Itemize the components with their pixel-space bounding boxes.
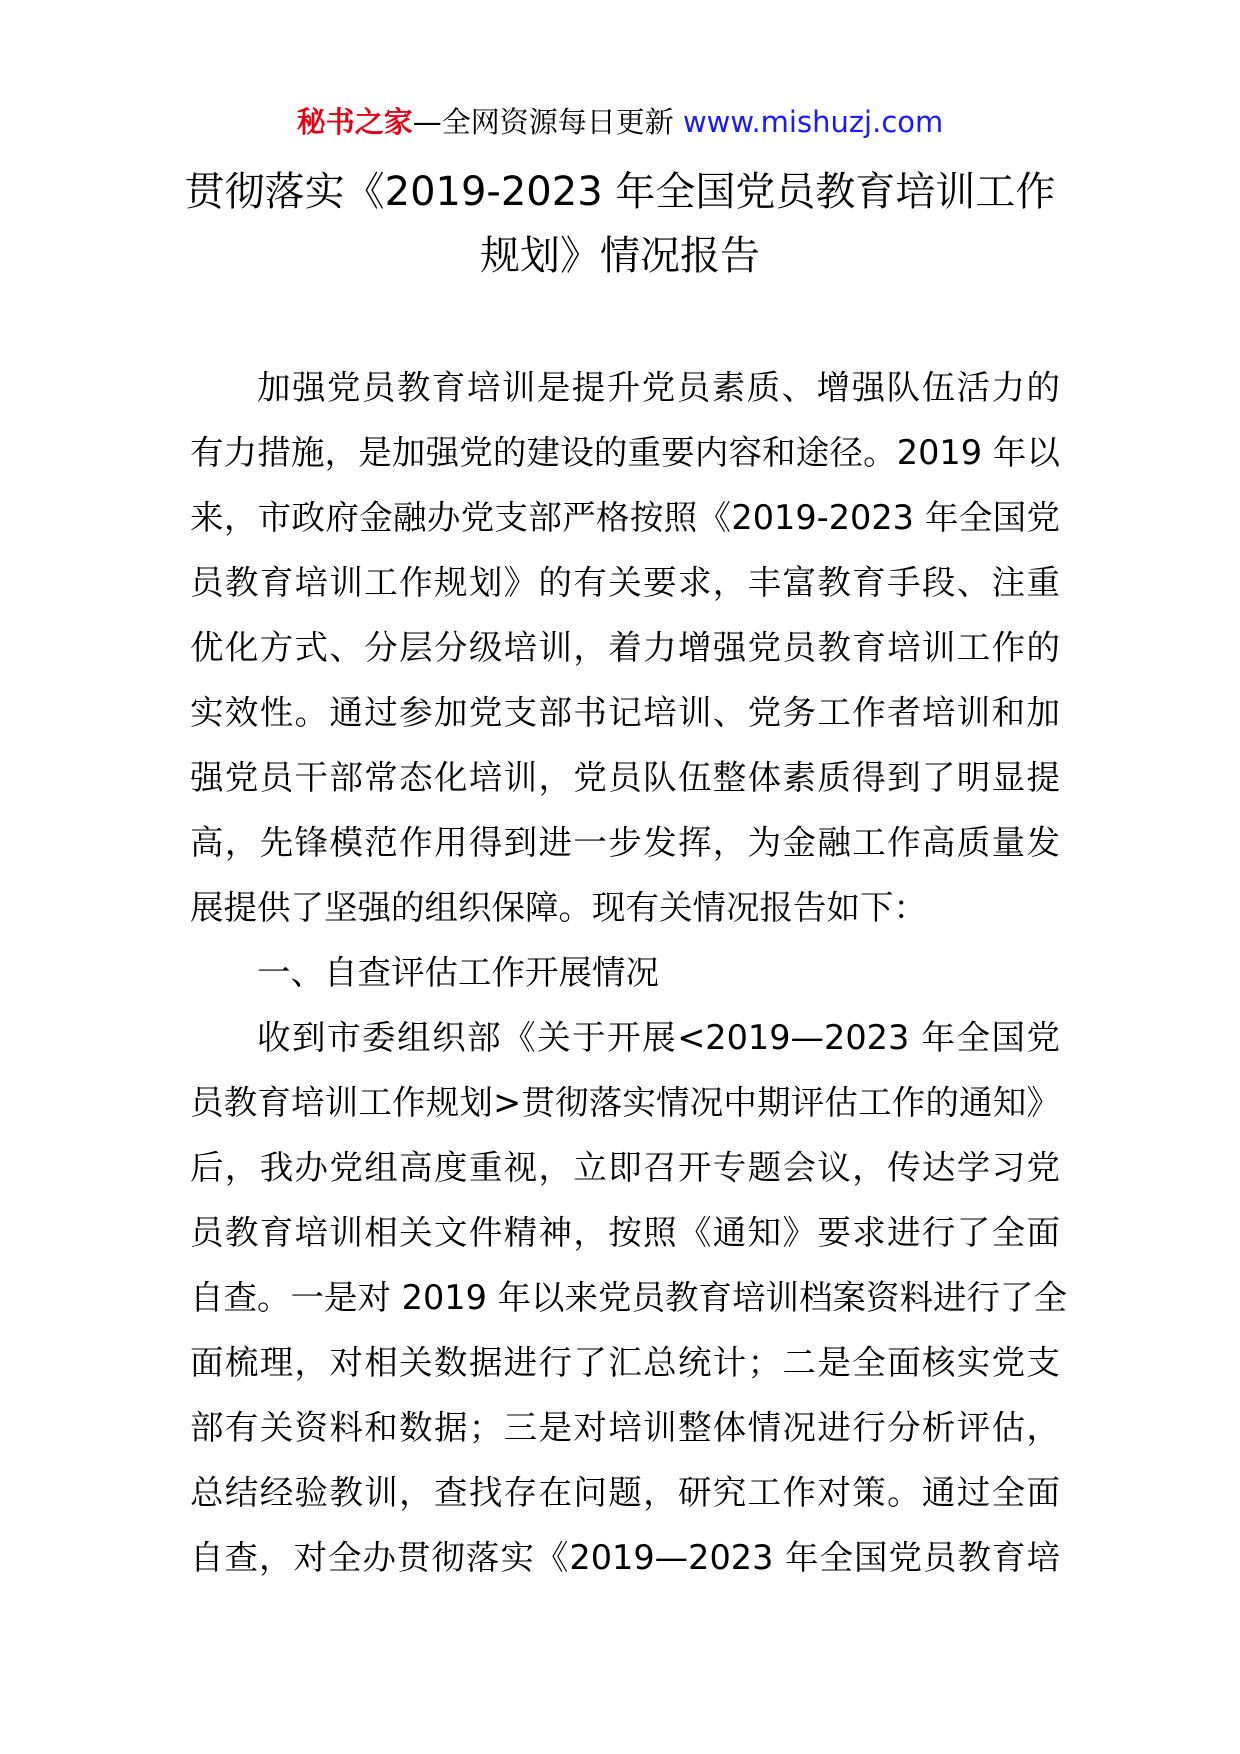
paragraph-2-line: 员教育培训工作规划>贯彻落实情况中期评估工作的通知》 [190,1083,1060,1122]
site-header [0,100,1240,144]
document-title [170,160,1070,288]
paragraph-1-line: 员教育培训工作规划》的有关要求，丰富教育手段、注重 [190,563,1060,602]
paragraph-1-line: 来，市政府金融办党支部严格按照《2019-2023 年全国党 [190,498,1060,537]
paragraph-2-line: 后，我办党组高度重视，立即召开专题会议，传达学习党 [190,1148,1060,1187]
header-tagline: —全网资源每日更新 [412,105,683,139]
paragraph-1-line: 优化方式、分层分级培训，着力增强党员教育培训工作的 [190,628,1060,667]
paragraph-1-line: 实效性。通过参加党支部书记培训、党务工作者培训和加 [190,693,1060,732]
paragraph-2-line: 部有关资料和数据；三是对培训整体情况进行分析评估， [190,1408,1060,1447]
paragraph-2-line: 员教育培训相关文件精神，按照《通知》要求进行了全面 [190,1213,1060,1252]
title-line-2: 规划》情况报告 [480,233,760,279]
paragraph-1-line: 强党员干部常态化培训，党员队伍整体素质得到了明显提 [190,758,1060,797]
paragraph-1-line: 展提供了坚强的组织保障。现有关情况报告如下： [190,888,927,927]
paragraph-2-line: 面梳理，对相关数据进行了汇总统计；二是全面核实党支 [190,1343,1060,1382]
paragraph-2-line: 总结经验教训，查找存在问题，研究工作对策。通过全面 [190,1473,1060,1512]
paragraph-2-line: 自查，对全办贯彻落实《2019—2023 年全国党员教育培 [190,1538,1060,1577]
document-body [190,355,1068,1590]
brand-name: 秘书之家 [296,105,413,139]
section-heading: 一、自查评估工作开展情况 [257,953,659,992]
paragraph-1-line: 有力措施，是加强党的建设的重要内容和途径。2019 年以 [190,433,1060,472]
title-line-1: 贯彻落实《2019-2023 年全国党员教育培训工作 [184,169,1056,215]
paragraph-2-line: 自查。一是对 2019 年以来党员教育培训档案资料进行了全 [190,1278,1068,1317]
paragraph-1-line: 高，先锋模范作用得到进一步发挥，为金融工作高质量发 [190,823,1060,862]
paragraph-1-line: 加强党员教育培训是提升党员素质、增强队伍活力的 [257,368,1060,407]
site-url-link[interactable]: www.mishuzj.com [682,105,944,139]
paragraph-2-line: 收到市委组织部《关于开展<2019—2023 年全国党 [257,1018,1060,1057]
